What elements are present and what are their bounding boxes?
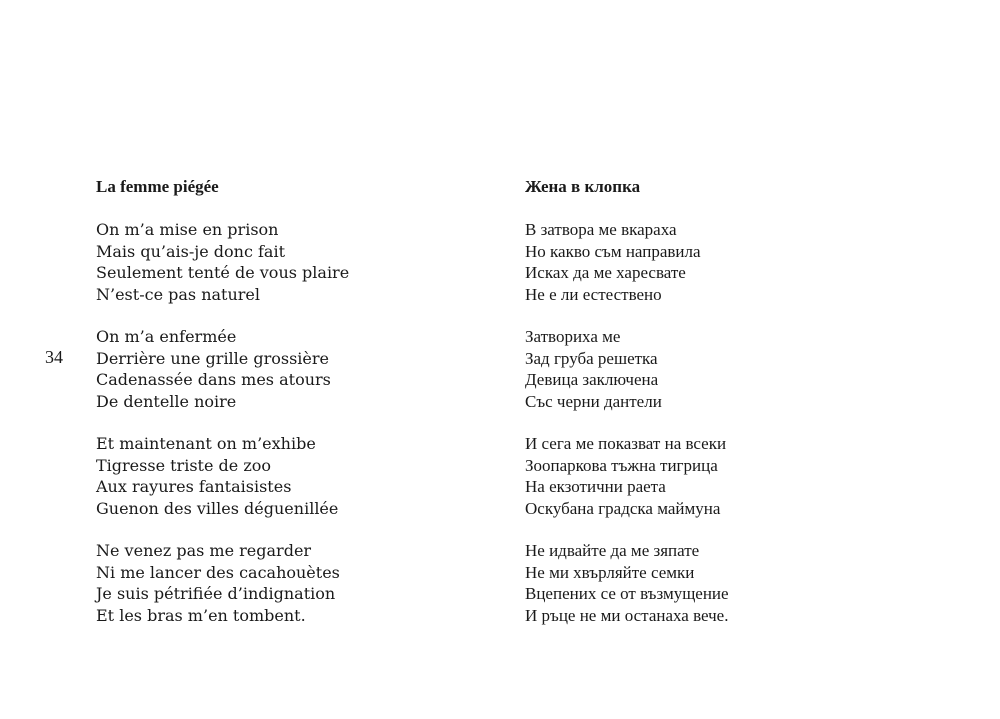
french-stanza-3 bbox=[96, 433, 516, 519]
poem-line: Оскубана градска маймуна bbox=[525, 498, 721, 518]
poem-line: Девица заключена bbox=[525, 370, 659, 389]
bulgarian-poem-title: Жена в клопка bbox=[525, 177, 641, 196]
poem-line: Със черни дантели bbox=[525, 391, 662, 411]
poem-line: Et maintenant on m’exhibe bbox=[96, 434, 316, 453]
poem-line: Aux rayures fantaisistes bbox=[96, 477, 292, 496]
poem-line: Затвориха ме bbox=[525, 327, 621, 346]
poem-line: N’est-ce pas naturel bbox=[96, 284, 261, 304]
bulgarian-stanza-1 bbox=[525, 219, 945, 305]
french-poem bbox=[96, 176, 516, 647]
poem-line: Исках да ме харесвате bbox=[525, 263, 686, 282]
french-stanza-2 bbox=[96, 326, 516, 412]
poem-line: Зад груба решетка bbox=[525, 348, 658, 368]
french-poem-title: La femme piégée bbox=[96, 177, 219, 196]
poem-line: Зоопаркова тъжна тигрица bbox=[525, 455, 718, 475]
poem-line: И сега ме показват на всеки bbox=[525, 434, 727, 453]
poem-line: Je suis pétrifiée d’indignation bbox=[96, 584, 336, 603]
poem-line: Вцепених се от възмущение bbox=[525, 584, 729, 603]
poem-line: Cadenassée dans mes atours bbox=[96, 370, 331, 389]
poem-line: Не идвайте да ме зяпате bbox=[525, 541, 700, 560]
poem-line: Guenon des villes déguenillée bbox=[96, 498, 339, 518]
poem-line: Derrière une grille grossière bbox=[96, 348, 329, 368]
poem-line: Не е ли естествено bbox=[525, 284, 662, 304]
french-stanza-4 bbox=[96, 540, 516, 626]
poem-line: Ne venez pas me regarder bbox=[96, 541, 312, 560]
poem-line: On m’a enfermée bbox=[96, 327, 237, 346]
poem-line: В затвора ме вкараха bbox=[525, 220, 677, 239]
poem-line: Tigresse triste de zoo bbox=[96, 455, 272, 475]
poem-line: Mais qu’ais-je donc fait bbox=[96, 241, 285, 261]
bulgarian-stanza-3 bbox=[525, 433, 945, 519]
poem-line: На екзотични раета bbox=[525, 477, 666, 496]
poem-line: Не ми хвърляйте семки bbox=[525, 562, 695, 582]
poem-line: Et les bras m’en tombent. bbox=[96, 605, 306, 625]
bulgarian-stanza-4 bbox=[525, 540, 945, 626]
poem-line: Но какво съм направила bbox=[525, 241, 701, 261]
poem-line: И ръце не ми останаха вече. bbox=[525, 605, 729, 625]
poem-line: On m’a mise en prison bbox=[96, 220, 279, 239]
poem-line: Ni me lancer des cacahouètes bbox=[96, 562, 340, 582]
bulgarian-poem bbox=[525, 176, 945, 647]
poem-line: Seulement tenté de vous plaire bbox=[96, 263, 350, 282]
french-stanza-1 bbox=[96, 219, 516, 305]
poem-line: De dentelle noire bbox=[96, 391, 237, 411]
page-number: 34 bbox=[45, 347, 63, 367]
bulgarian-stanza-2 bbox=[525, 326, 945, 412]
